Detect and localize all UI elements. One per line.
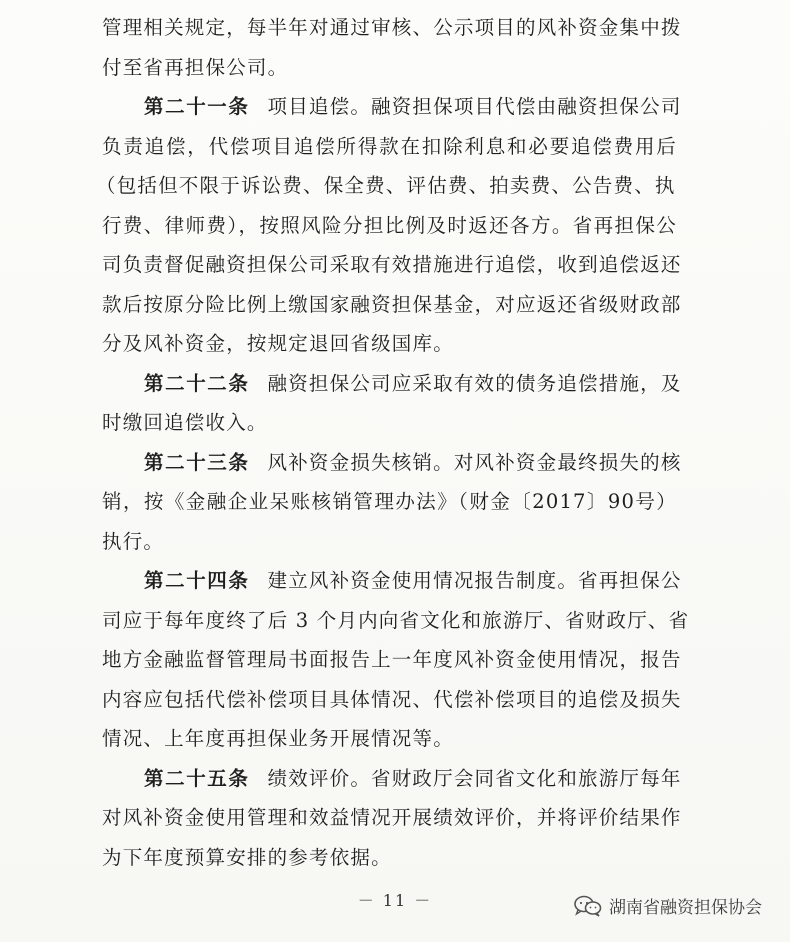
article-number: 第二十四条: [144, 569, 250, 592]
wechat-icon: [573, 895, 603, 917]
line-text: 项目追偿。融资担保项目代偿由融资担保公司: [267, 95, 682, 118]
line-text: 融资担保公司应采取有效的债务追偿措施，及: [267, 371, 682, 395]
line-text: （包括但不限于诉讼费、保全费、评估费、拍卖费、公告费、执: [96, 174, 676, 197]
text-line: [102, 403, 677, 443]
line-text: 情况、上年度再担保业务开展情况等。: [102, 727, 454, 750]
line-text: 地方金融监督管理局书面报告上一年度风补资金使用情况，报告: [102, 648, 682, 671]
article-heading-line: [102, 759, 682, 799]
article-heading-line: [102, 561, 682, 601]
document-body: [96, 8, 690, 877]
text-line: [102, 324, 677, 364]
page-number: － 11 －: [357, 891, 433, 910]
line-text: 分及风补资金，按规定退回省级国库。: [102, 332, 454, 355]
line-text: 为下年度预算安排的参考依据。: [102, 845, 392, 869]
line-text: 司负责督促融资担保公司采取有效措施进行追偿，收到追偿返还: [102, 253, 682, 276]
text-line: [102, 601, 690, 641]
text-line: [102, 127, 677, 167]
line-text: 绩效评价。省财政厅会同省文化和旅游厅每年: [267, 766, 682, 790]
text-line: [102, 245, 682, 285]
text-line: [102, 838, 677, 878]
watermark-text: 湖南省融资担保协会: [609, 898, 762, 918]
text-line: [102, 798, 682, 838]
text-line: [102, 719, 677, 759]
line-text: 管理相关规定，每半年对通过审核、公示项目的风补资金集中拨: [102, 16, 682, 39]
article-heading-line: [102, 443, 682, 483]
line-text: 销，按《金融企业呆账核销管理办法》（财金〔2017〕90号）: [102, 490, 677, 513]
watermark: [573, 893, 762, 918]
text-line: [102, 48, 677, 88]
article-number: 第二十一条: [144, 95, 250, 118]
line-text: 时缴回追偿收入。: [102, 411, 268, 434]
line-text: 对风补资金使用管理和效益情况开展绩效评价，并将评价结果作: [102, 806, 682, 829]
text-line: [102, 206, 677, 246]
line-text: 司应于每年度终了后 3 个月内向省文化和旅游厅、省财政厅、省: [102, 608, 690, 632]
text-line: [102, 285, 682, 325]
line-text: 付至省再担保公司。: [102, 55, 289, 79]
article-number: 第二十三条: [144, 450, 250, 474]
text-line: [102, 680, 682, 720]
text-line: [102, 482, 677, 522]
text-line: [102, 8, 682, 48]
text-line: [102, 522, 677, 562]
line-text: 执行。: [102, 529, 165, 553]
article-heading-line: [102, 364, 682, 404]
line-text: 款后按原分险比例上缴国家融资担保基金，对应返还省级财政部: [102, 292, 682, 316]
article-number: 第二十五条: [144, 766, 250, 790]
article-number: 第二十二条: [144, 371, 250, 395]
line-text: 行费、律师费），按照风险分担比例及时返还各方。省再担保公: [102, 213, 677, 237]
text-line: [96, 166, 676, 206]
line-text: 内容应包括代偿补偿项目具体情况、代偿补偿项目的追偿及损失: [102, 687, 682, 711]
line-text: 负责追偿，代偿项目追偿所得款在扣除利息和必要追偿费用后: [102, 134, 677, 158]
article-heading-line: [102, 87, 682, 127]
line-text: 建立风补资金使用情况报告制度。省再担保公: [267, 569, 682, 592]
line-text: 风补资金损失核销。对风补资金最终损失的核: [267, 450, 682, 474]
text-line: [102, 640, 682, 680]
